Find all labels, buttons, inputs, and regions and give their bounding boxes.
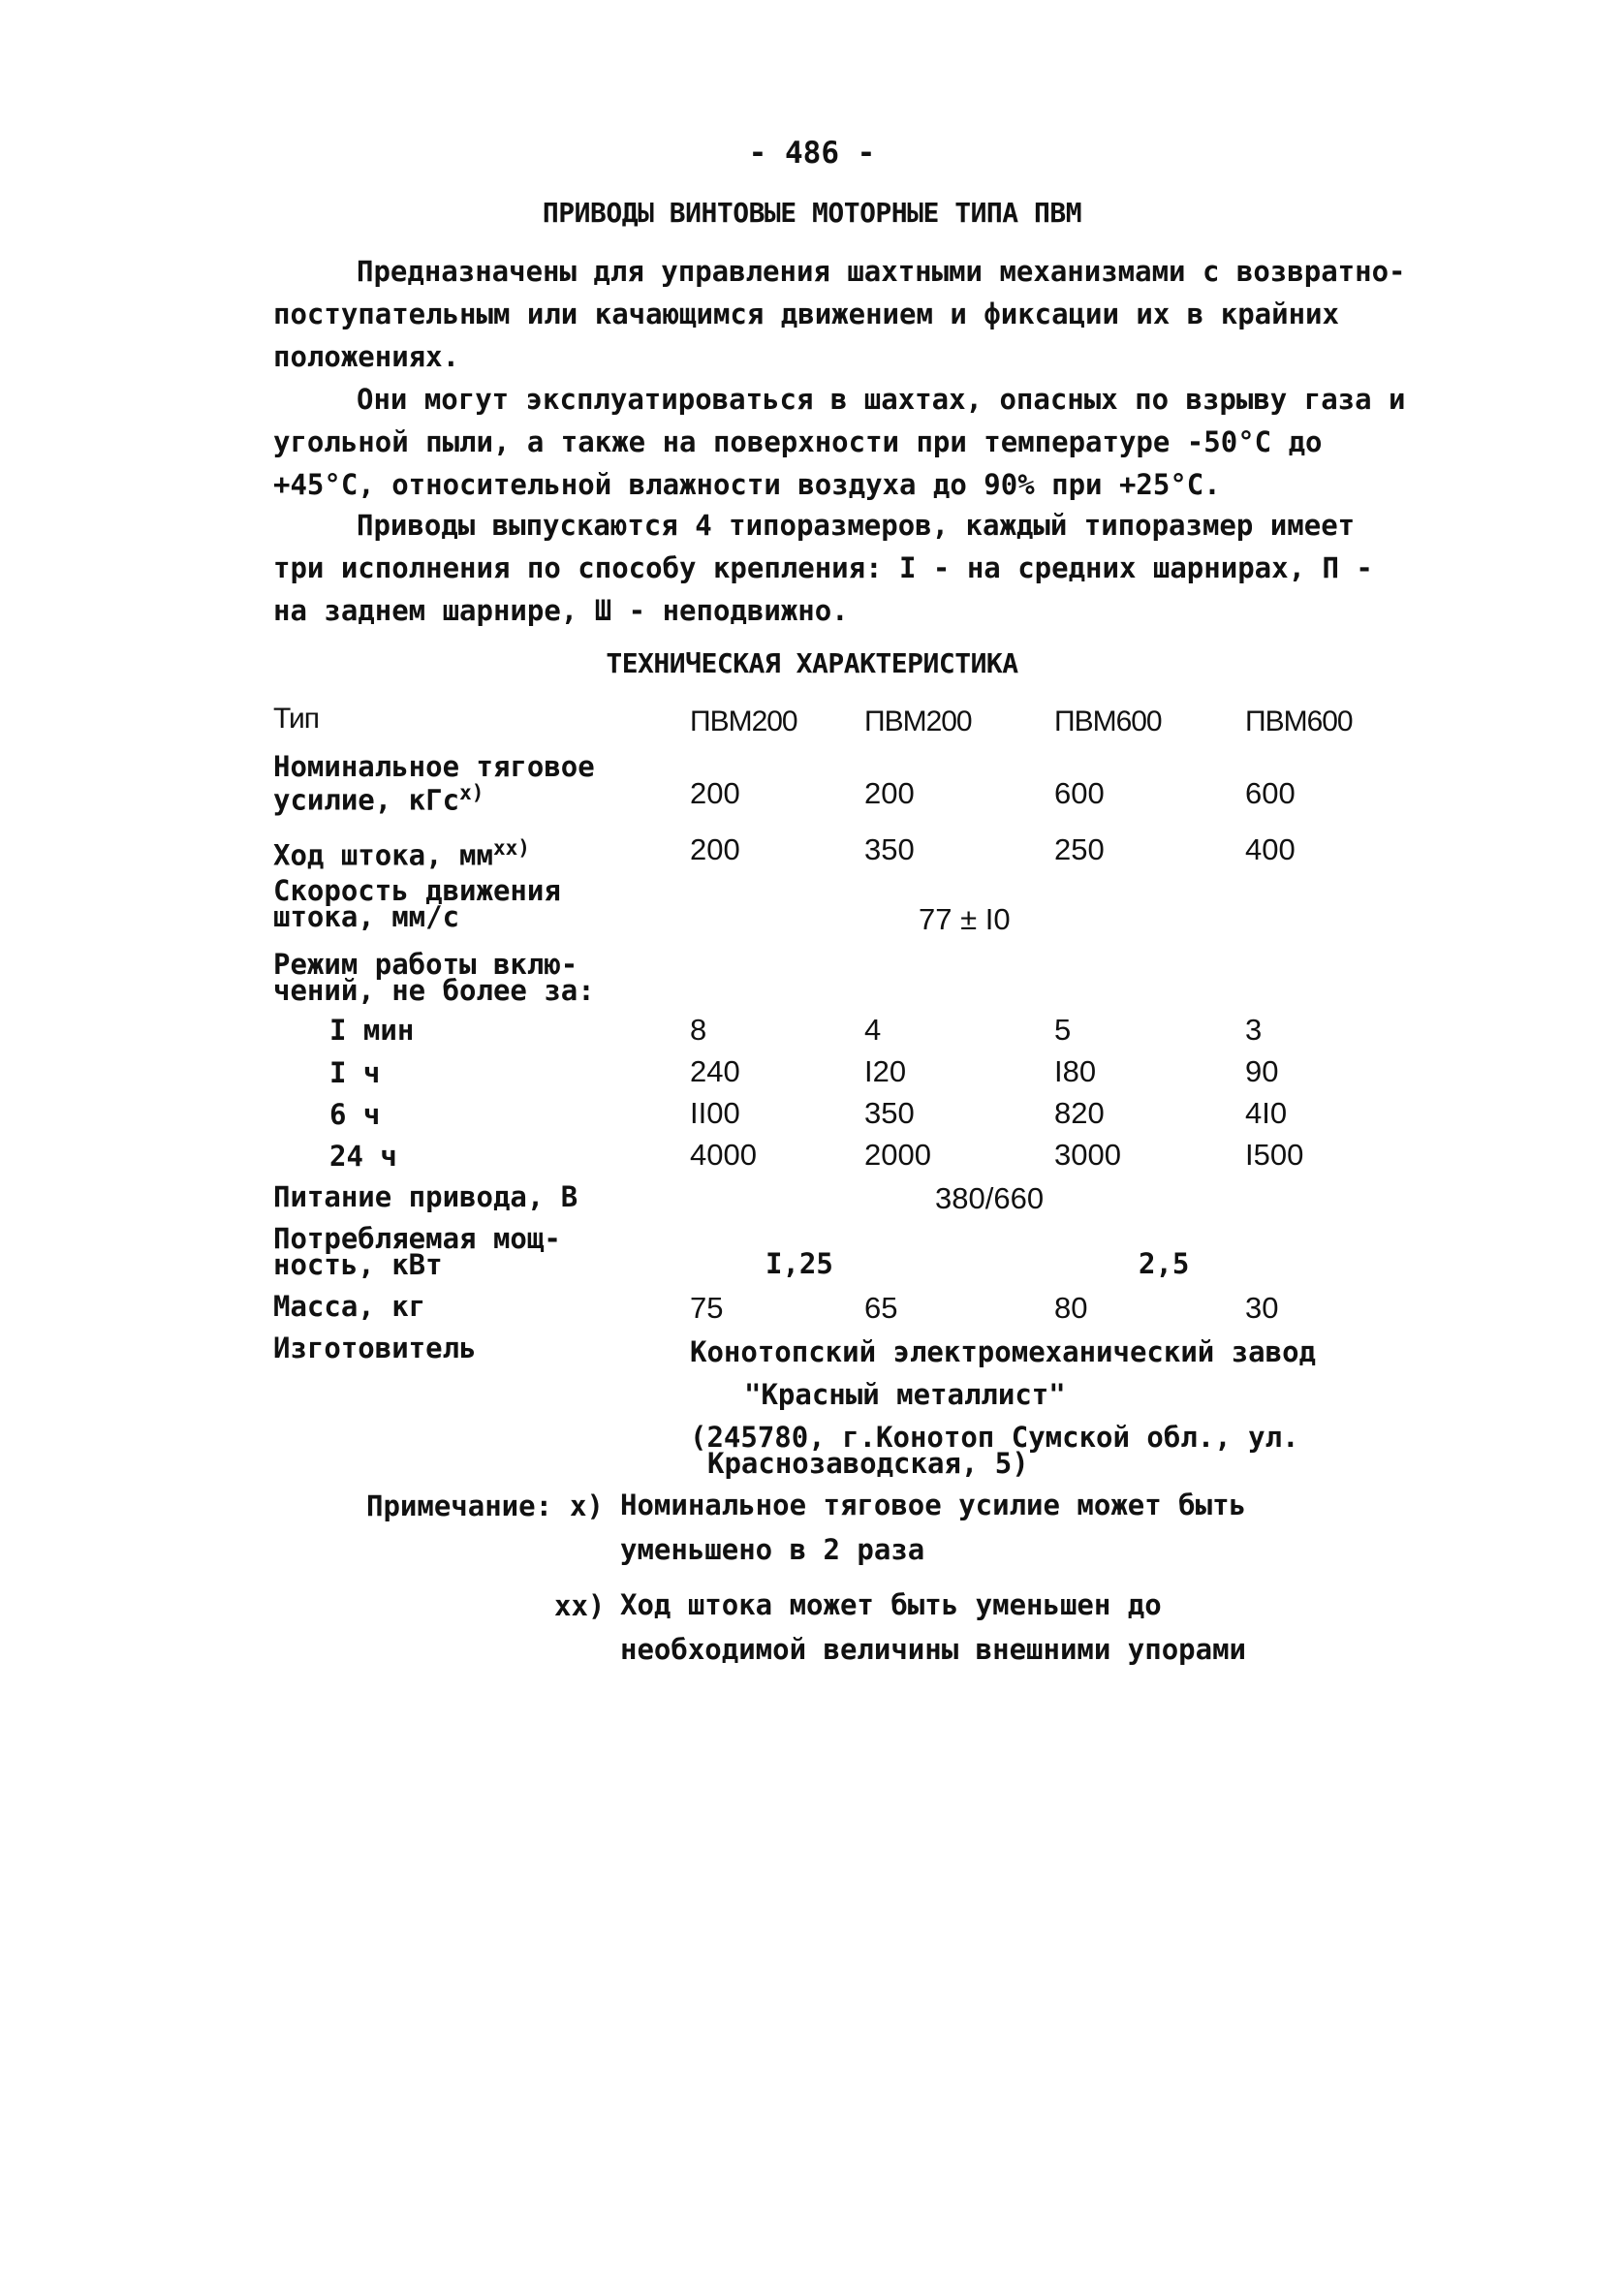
mass-label: Масса, кг — [273, 1290, 426, 1323]
mode-2-col-3: I80 — [1054, 1054, 1097, 1088]
note-1-text: Номинальное тяговое усилие может быть уменьшено в 2 раза — [620, 1489, 1247, 1566]
mode-2-col-2: I20 — [864, 1054, 907, 1088]
force-label-line-1: Номинальное тяговое — [273, 750, 595, 783]
mode-3-col-2: 350 — [864, 1096, 915, 1130]
mode-1-col-2: 4 — [864, 1013, 882, 1047]
maker-line-4: Краснозаводская, 5) — [707, 1447, 1029, 1480]
note-2-mark: xx) — [554, 1589, 606, 1622]
mode-4-col-4: I500 — [1245, 1138, 1304, 1172]
mass-col-1: 75 — [690, 1291, 724, 1325]
stroke-col-3: 250 — [1054, 832, 1105, 866]
note-1-mark: x) — [570, 1489, 604, 1522]
speed-value: 77 ± I0 — [919, 902, 1011, 936]
type-col-1: ПВМ200 — [690, 705, 797, 737]
maker-line-3: (245780, г.Конотоп Сумской обл., ул. — [690, 1421, 1299, 1454]
mode-label-line-1: Режим работы вклю- — [273, 948, 578, 981]
mode-4-col-1: 4000 — [690, 1138, 757, 1172]
mass-col-2: 65 — [864, 1291, 898, 1325]
stroke-col-2: 350 — [864, 832, 915, 866]
mode-1-col-3: 5 — [1054, 1013, 1072, 1047]
speed-label-line-2: штока, мм/с — [273, 900, 460, 933]
stroke-label-text: Ход штока, мм — [273, 838, 493, 872]
mode-period-1: I мин — [329, 1014, 415, 1047]
stroke-col-1: 200 — [690, 832, 740, 866]
force-col-1: 200 — [690, 776, 740, 810]
note-2-text: Ход штока может быть уменьшен до необходимой величины внешними упорами — [620, 1588, 1247, 1666]
type-col-2: ПВМ200 — [864, 705, 972, 737]
page-title: ПРИВОДЫ ВИНТОВЫЕ МОТОРНЫЕ ТИПА ПВМ — [542, 197, 1082, 229]
mode-3-col-3: 820 — [1054, 1096, 1105, 1130]
mode-1-col-4: 3 — [1245, 1013, 1263, 1047]
intro-paragraph-variants — [273, 504, 1407, 632]
force-col-4: 600 — [1245, 776, 1296, 810]
mode-period-4: 24 ч — [329, 1140, 397, 1173]
type-col-4: ПВМ600 — [1245, 705, 1353, 737]
maker-line-2: "Красный металлист" — [744, 1378, 1066, 1411]
mode-label-line-2: чений, не более за: — [273, 974, 595, 1007]
power-value-600: 2,5 — [1139, 1247, 1190, 1280]
maker-label: Изготовитель — [273, 1332, 477, 1364]
mode-period-2: I ч — [329, 1056, 381, 1089]
mode-4-col-2: 2000 — [864, 1138, 931, 1172]
notes-label: Примечание: — [366, 1489, 553, 1522]
mode-1-col-1: 8 — [690, 1013, 707, 1047]
type-col-3: ПВМ600 — [1054, 705, 1162, 737]
intro-paragraph-1-text: Предназначены для управления шахтными механизмами с возвратно-поступательным или качающимся движением и фиксации их в крайних положениях. — [273, 255, 1406, 373]
specs-title: ТЕХНИЧЕСКАЯ ХАРАКТЕРИСТИКА — [606, 647, 1018, 679]
mode-3-col-1: II00 — [690, 1096, 740, 1130]
power-label-line-2: ность, кВт — [273, 1248, 443, 1281]
intro-paragraph-2-text: Они могут эксплуатироваться в шахтах, опасных по взрыву газа и угольной пыли, а также на поверхности при температуре -50°С до +45°С, относительной влажности воздуха до 90% при +25°С. — [273, 383, 1406, 501]
force-col-2: 200 — [864, 776, 915, 810]
force-label-line-2 — [273, 780, 484, 817]
power-value-200: I,25 — [765, 1247, 833, 1280]
mode-3-col-4: 4I0 — [1245, 1096, 1288, 1130]
supply-value: 380/660 — [935, 1181, 1045, 1215]
mode-2-col-1: 240 — [690, 1054, 740, 1088]
mode-period-3: 6 ч — [329, 1098, 381, 1131]
supply-label: Питание привода, В — [273, 1180, 578, 1213]
force-label-text: усилие, кГс — [273, 783, 460, 817]
mass-col-3: 80 — [1054, 1291, 1088, 1325]
stroke-footnote-mark: xx) — [492, 836, 530, 860]
intro-paragraph-conditions — [273, 378, 1407, 506]
intro-paragraph-purpose — [273, 250, 1407, 378]
mode-2-col-4: 90 — [1245, 1054, 1279, 1088]
mass-col-4: 30 — [1245, 1291, 1279, 1325]
force-col-3: 600 — [1054, 776, 1105, 810]
page-number: - 486 - — [748, 136, 876, 171]
mode-4-col-3: 3000 — [1054, 1138, 1121, 1172]
type-label: Тип — [273, 703, 320, 735]
force-footnote-mark: x) — [459, 781, 484, 804]
stroke-col-4: 400 — [1245, 832, 1296, 866]
speed-label-line-1: Скорость движения — [273, 874, 561, 907]
power-label-line-1: Потребляемая мощ- — [273, 1222, 561, 1255]
maker-line-1: Конотопский электромеханический завод — [690, 1335, 1317, 1368]
stroke-label — [273, 835, 530, 872]
intro-paragraph-3-text: Приводы выпускаются 4 типоразмеров, каждый типоразмер имеет три исполнения по способу крепления: I - на средних шарнирах, П - на заднем шарнире, Ш - неподвижно. — [273, 509, 1373, 627]
